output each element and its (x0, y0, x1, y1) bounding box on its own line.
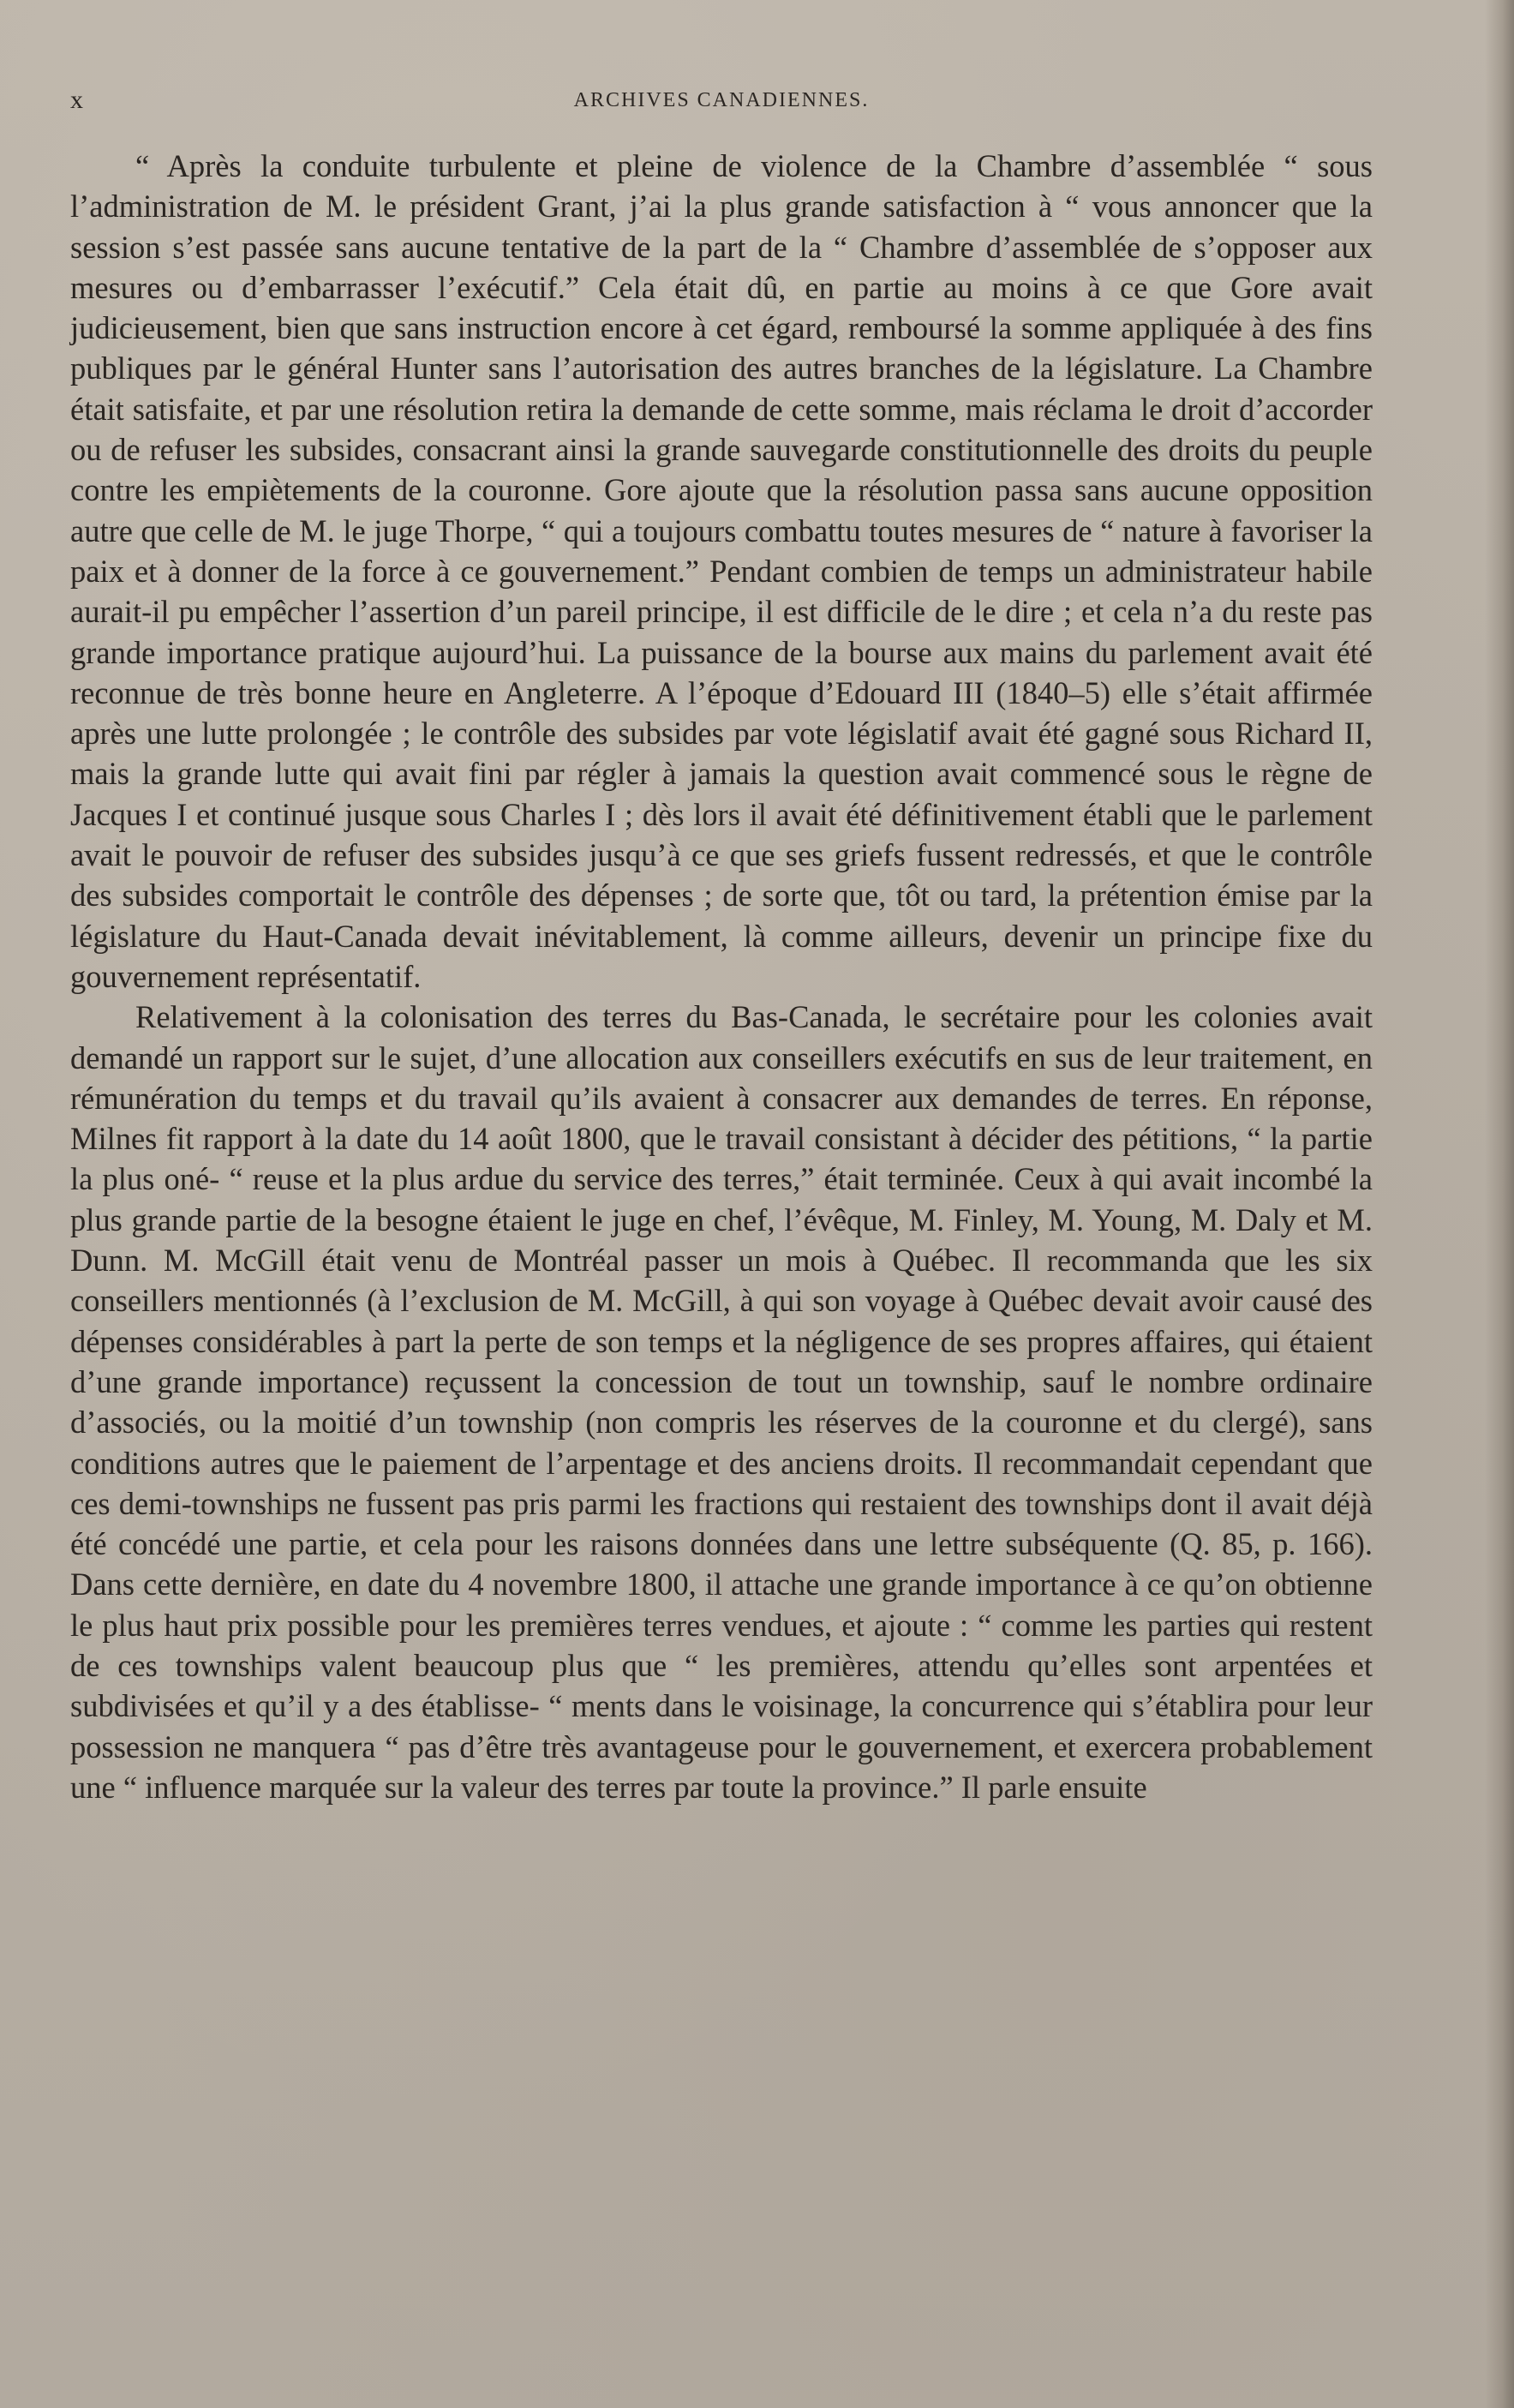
page-binding-shadow (1485, 0, 1514, 2408)
paragraph-2: Relativement à la colonisation des terres du Bas-Canada, le secrétaire pour les colonies avait demandé un rapport sur le sujet, d’une allocation aux conseillers exécutifs en sus de leur traitement, en rémunération du temps et du travail qu’ils avaient à consacrer aux demandes de terres. En réponse, Milnes fit rapport à la date du 14 août 1800, que le travail consistant à décider des pétitions, “ la partie la plus oné- “ reuse et la plus ardue du service des terres,” était terminée. Ceux à qui avait incombé la plus grande partie de la besogne étaient le juge en chef, l’évêque, M. Finley, M. Young, M. Daly et M. Dunn. M. McGill était venu de Montréal passer un mois à Québec. Il recommanda que les six conseillers mentionnés (à l’exclusion de M. McGill, à qui son voyage à Québec devait avoir causé des dépenses considérables à part la perte de son temps et la négligence de ses propres affaires, qui étaient d’une grande importance) reçussent la concession de tout un township, sauf le nombre ordinaire d’associés, ou la moitié d’un township (non compris les réserves de la couronne et du clergé), sans conditions autres que le paiement de l’arpentage et des anciens droits. Il recommandait cependant que ces demi-townships ne fussent pas pris parmi les fractions qui restaient des townships dont il avait déjà été concédé une partie, et cela pour les raisons données dans une lettre subséquente (Q. 85, p. 166). Dans cette dernière, en date du 4 novembre 1800, il attache une grande importance à ce qu’on obtienne le plus haut prix possible pour les premières terres vendues, et ajoute : “ comme les parties qui restent de ces townships valent beaucoup plus que “ les premières, attendu qu’elles sont arpentées et subdivisées et qu’il y a des établisse- “ ments dans le voisinage, la concurrence qui s’établira pour leur possession ne manquera “ pas d’être très avantageuse pour le gouvernement, et exercera probablement une “ influence marquée sur la valeur des terres par toute la province.” Il parle ensuite (70, 999, 1373, 1805)
body-text (70, 146, 1373, 1807)
page-number: x (70, 86, 84, 114)
page-header (70, 86, 1373, 129)
paragraph-1: “ Après la conduite turbulente et pleine de violence de la Chambre d’assemblée “ sous l’administration de M. le président Grant, j’ai la plus grande satisfaction à “ vous annoncer que la session s’est passée sans aucune tentative de la part de la “ Chambre d’assemblée de s’opposer aux mesures ou d’embarrasser l’exécutif.” Cela était dû, en partie au moins à ce que Gore avait judicieusement, bien que sans instruction encore à cet égard, remboursé la somme appliquée à des fins publiques par le général Hunter sans l’autorisation des autres branches de la législature. La Chambre était satisfaite, et par une résolution retira la demande de cette somme, mais réclama le droit d’accorder ou de refuser les subsides, consacrant ainsi la grande sauvegarde constitutionnelle des droits du peuple contre les empiètements de la couronne. Gore ajoute que la résolution passa sans aucune opposition autre que celle de M. le juge Thorpe, “ qui a toujours combattu toutes mesures de “ nature à favoriser la paix et à donner de la force à ce gouvernement.” Pendant combien de temps un administrateur habile aurait-il pu empêcher l’assertion d’un pareil principe, il est difficile de le dire ; et cela n’a du reste pas grande importance pratique aujourd’hui. La puissance de la bourse aux mains du parlement avait été reconnue de très bonne heure en Angleterre. A l’époque d’Edouard III (1840–5) elle s’était affirmée après une lutte prolongée ; le contrôle des subsides par vote législatif avait été gagné sous Richard II, mais la grande lutte qui avait fini par régler à jamais la question avait commencé sous le règne de Jacques I et continué jusque sous Charles I ; dès lors il avait été définitivement établi que le parlement avait le pouvoir de refuser des subsides jusqu’à ce que ses griefs fussent redressés, et que le contrôle des subsides comportait le contrôle des dépenses ; de sorte que, tôt ou tard, la prétention émise par la législature du Haut-Canada devait inévitablement, là comme ailleurs, devenir un principe fixe du gouvernement représentatif. (70, 148, 1373, 994)
running-head: ARCHIVES CANADIENNES. (573, 89, 870, 111)
